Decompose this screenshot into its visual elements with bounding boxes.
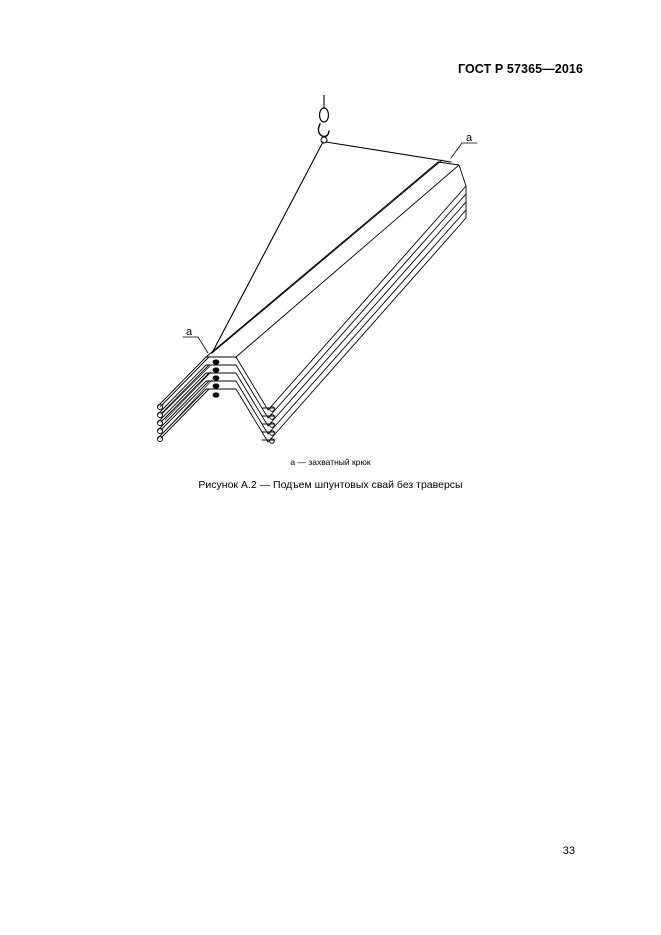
sheet-pile-lifting-figure xyxy=(150,95,490,445)
sheet-pile-drawing xyxy=(150,95,490,445)
crane-hook-icon xyxy=(318,95,329,143)
figure-legend: а — захватный крюк xyxy=(290,457,371,467)
page-number: 33 xyxy=(562,845,575,857)
label-a-left: а xyxy=(186,326,193,338)
pile-body xyxy=(206,160,466,442)
document-header: ГОСТ Р 57365—2016 xyxy=(457,62,583,76)
figure-caption: Рисунок А.2 — Подъем шпунтовых свай без траверсы xyxy=(198,479,463,491)
label-a-top: а xyxy=(466,132,473,144)
